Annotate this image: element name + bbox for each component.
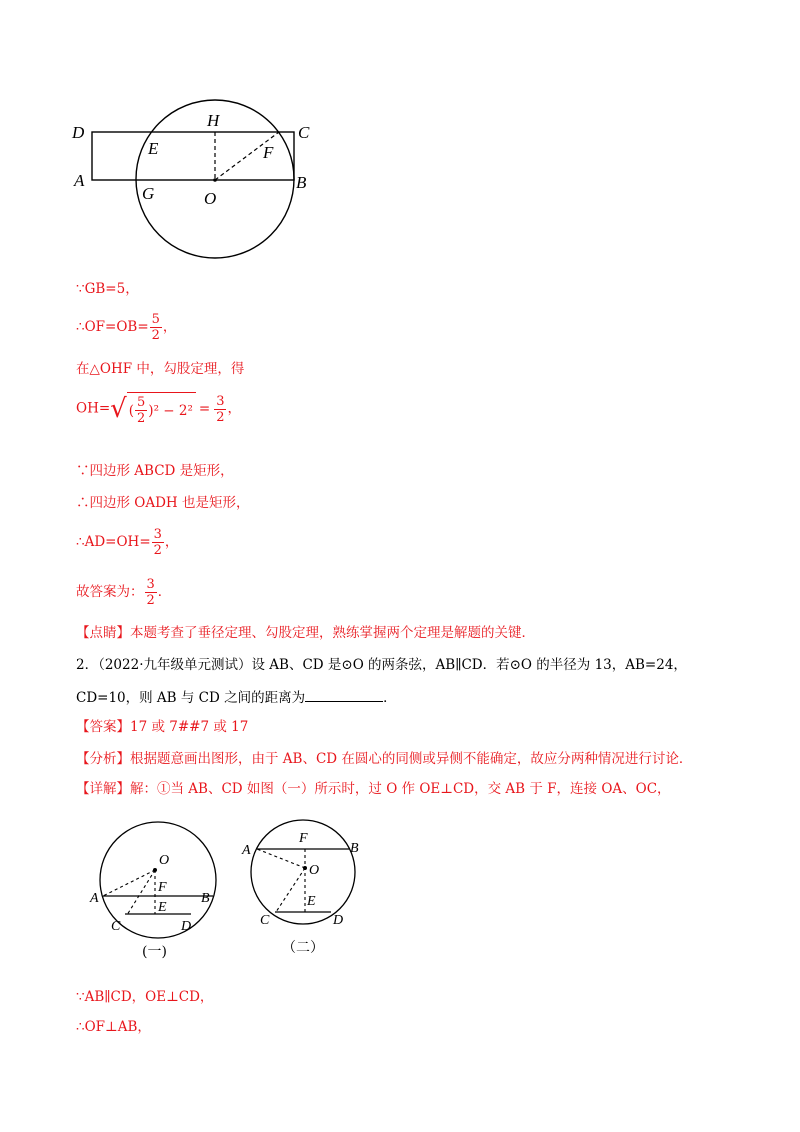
figure-two-circles: [85, 818, 385, 968]
final-step-2: ∴OF⊥AB，: [76, 1019, 151, 1035]
analysis-paragraph: 【分析】根据题意画出图形，由于 AB、CD 在圆心的同侧或异侧不能确定，故应分两种情况进行讨论．: [76, 751, 693, 767]
label-o-right: O: [309, 863, 320, 878]
label-c: C: [298, 123, 310, 142]
step-oh-prefix: OH=: [76, 400, 111, 417]
fraction-denominator: 2: [146, 593, 155, 608]
step-oh-root: [76, 392, 241, 426]
segment-oc-right: [276, 868, 305, 912]
sqrt-symbol: √: [110, 394, 127, 424]
step-answer: [76, 577, 171, 608]
final-step-1: ∵AB∥CD，OE⊥CD，: [76, 989, 214, 1005]
step-of-ob-prefix: ∴OF=OB=: [76, 319, 149, 335]
label-h: H: [207, 111, 220, 130]
caption-left: (一): [142, 944, 167, 960]
radicand-rest: )² − 2²: [148, 402, 193, 419]
fraction-three-halves: [214, 394, 226, 425]
fraction-numerator: 3: [153, 527, 162, 542]
label-f: F: [263, 143, 274, 162]
fraction-three-halves: [145, 577, 157, 608]
fraction-denominator: 2: [216, 409, 225, 425]
radicand-fraction: [135, 395, 147, 426]
comment-paragraph: 【点睛】本题考查了垂径定理、勾股定理，熟练掌握两个定理是解题的关键．: [76, 625, 535, 641]
caption-right: （二）: [282, 940, 324, 956]
fraction-numerator: 3: [216, 393, 225, 409]
label-d: D: [72, 123, 85, 142]
step-ad-suffix: ，: [164, 534, 179, 550]
question-2-line-1: 2．（2022·九年级单元测试）设 AB、CD 是⊙O 的两条弦，AB∥CD．若⊙O 的半径为 13，AB=24，: [76, 657, 687, 673]
question-2-line-2-suffix: ．: [383, 690, 397, 706]
step-triangle: 在△OHF 中，勾股定理，得: [76, 361, 245, 377]
fraction-denominator: 2: [151, 328, 160, 343]
fraction-three-halves: [152, 527, 164, 558]
detail-paragraph: 【详解】解：①当 AB、CD 如图（一）所示时，过 O 作 OE⊥CD，交 AB 于 F，连接 OA、OC，: [76, 781, 671, 797]
step-of-ob-suffix: ，: [162, 319, 177, 335]
label-e: E: [148, 139, 159, 158]
label-d-right: D: [333, 913, 344, 928]
point-o-right: [303, 866, 307, 870]
point-o: [213, 178, 217, 182]
step-oh-suffix: ，: [227, 400, 241, 417]
step-gb: ∵GB=5，: [76, 281, 139, 297]
question-2-line-2: [76, 688, 397, 707]
label-b-right: B: [350, 841, 359, 856]
point-o-left: [153, 868, 157, 872]
label-b-left: B: [201, 891, 210, 906]
label-c-left: C: [111, 919, 121, 934]
label-a-right: A: [242, 843, 251, 858]
step-of-ob: [76, 312, 176, 343]
segment-oa-left: [103, 870, 155, 896]
segment-oa-right: [257, 849, 305, 868]
label-f-right: F: [299, 831, 308, 846]
label-a: A: [74, 171, 85, 190]
fraction-five-halves: [150, 312, 162, 343]
label-d-left: D: [181, 919, 192, 934]
step-rect-abcd: ∵四边形 ABCD 是矩形，: [76, 463, 234, 479]
fraction-numerator: 5: [151, 312, 160, 327]
segment-oc-left: [127, 870, 155, 915]
label-c-right: C: [260, 913, 270, 928]
fraction-numerator: 3: [146, 577, 155, 592]
step-ad-oh: [76, 527, 178, 558]
radicand: ( $\frac{5}{2}$ )² − 2²: [127, 392, 196, 426]
label-o-left: O: [159, 853, 170, 868]
label-b: B: [296, 173, 307, 192]
answer-blank: [305, 688, 383, 702]
radicand-numerator: 5: [137, 395, 146, 410]
label-f-left: F: [158, 880, 167, 895]
question-2-line-2-prefix: CD=10，则 AB 与 CD 之间的距离为: [76, 690, 306, 706]
label-o: O: [204, 189, 217, 208]
label-e-left: E: [158, 900, 167, 915]
answer-paragraph: 【答案】17 或 7##7 或 17: [76, 719, 249, 735]
label-e-right: E: [307, 894, 316, 909]
label-g: G: [142, 184, 155, 203]
figure-rectangle-circle: [60, 96, 340, 266]
radicand-denominator: 2: [137, 411, 146, 426]
step-rect-oadh: ∴四边形 OADH 也是矩形，: [76, 495, 250, 511]
fraction-denominator: 2: [153, 543, 162, 558]
step-answer-suffix: ．: [157, 584, 172, 600]
step-oh-eq: =: [198, 400, 211, 417]
label-a-left: A: [90, 891, 99, 906]
step-answer-prefix: 故答案为：: [76, 584, 144, 600]
step-ad-prefix: ∴AD=OH=: [76, 534, 151, 550]
